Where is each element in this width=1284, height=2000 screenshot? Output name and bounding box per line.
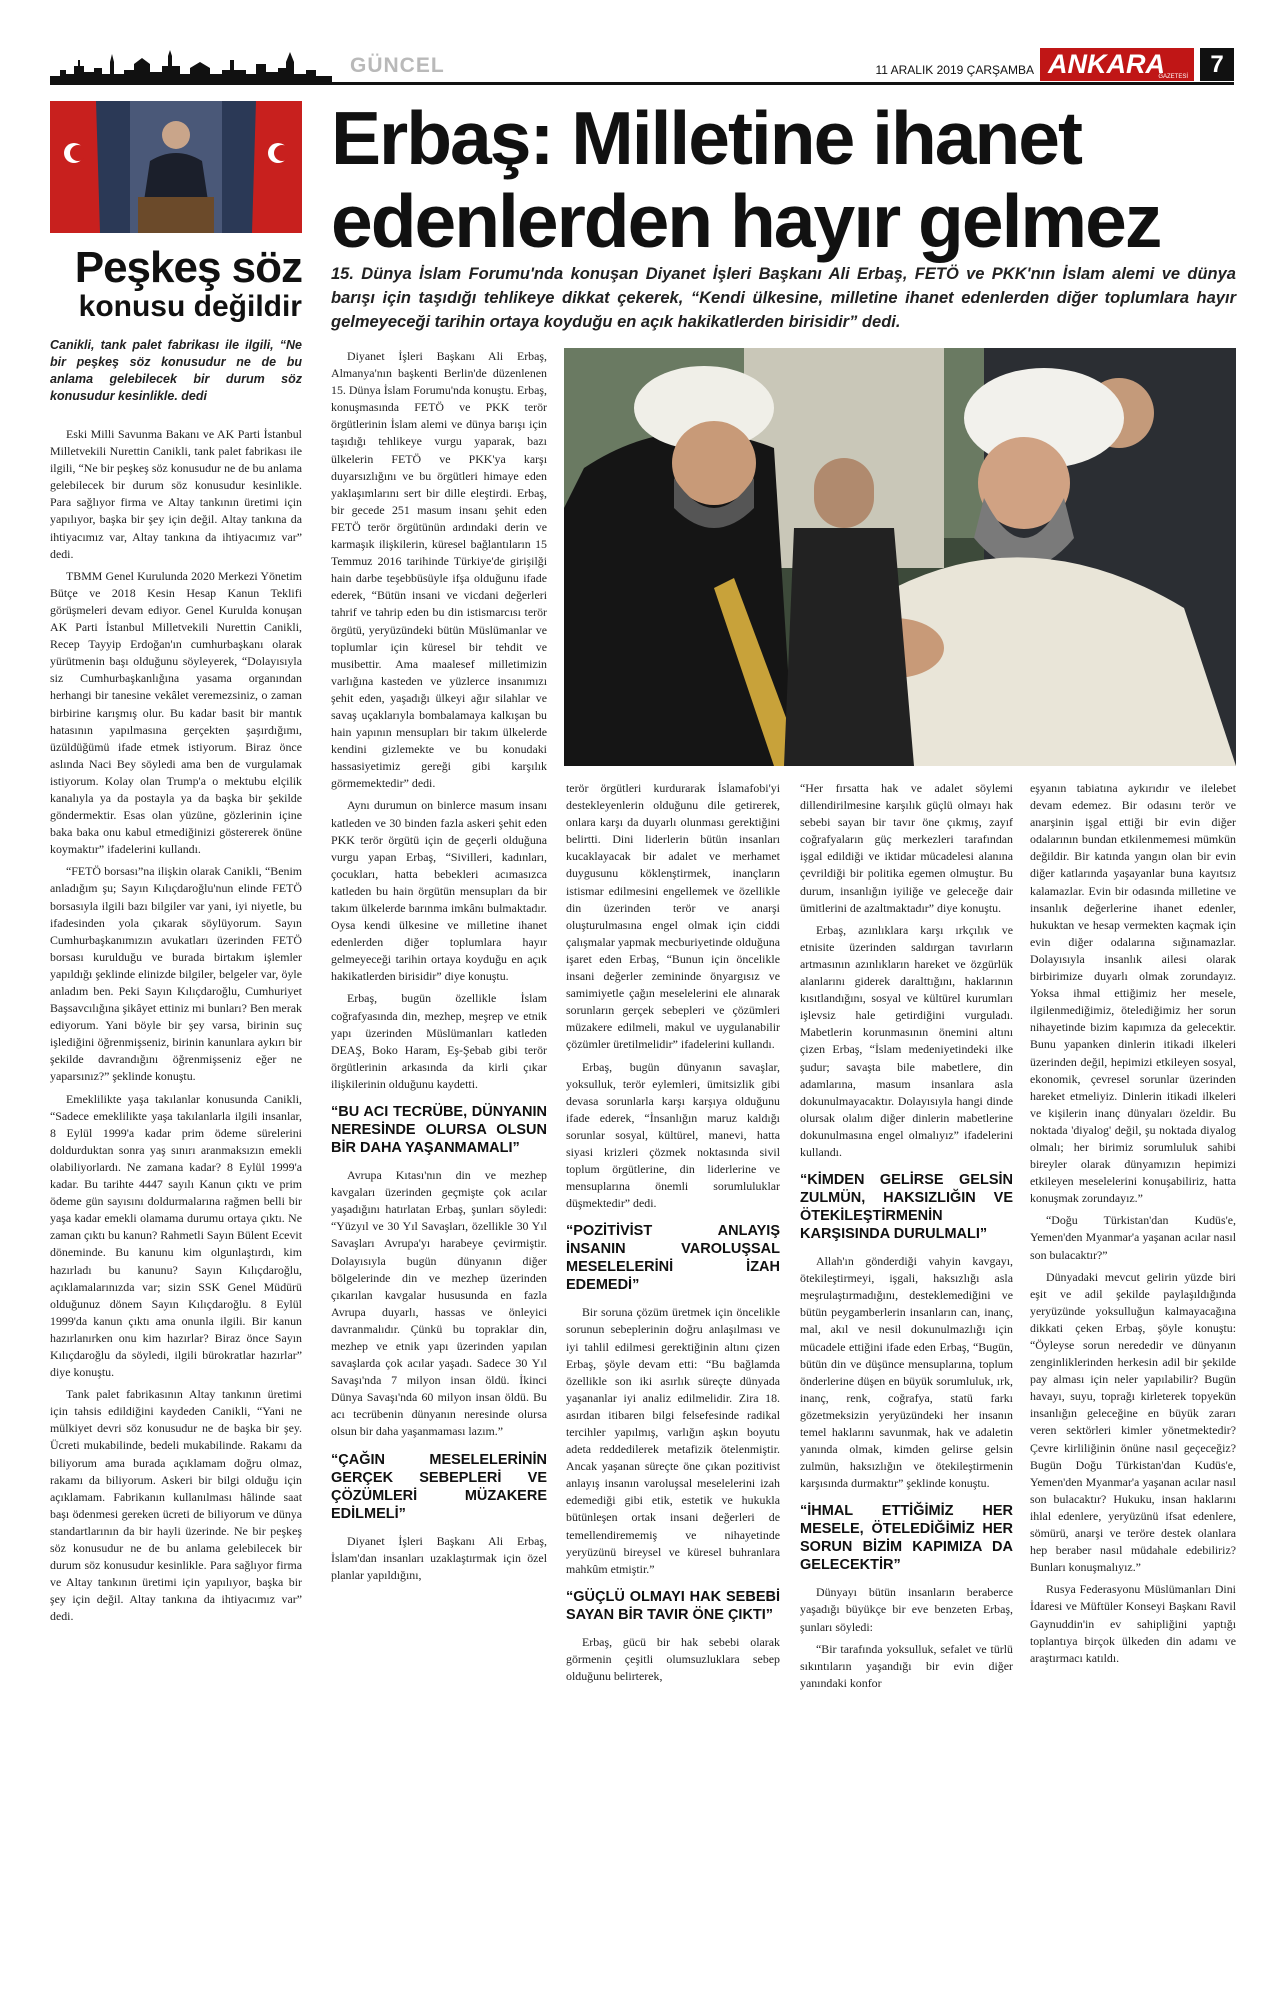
meeting-scene-image <box>564 348 1236 766</box>
article-column-4 <box>1030 780 1236 1667</box>
sidebar-headline <box>50 243 302 323</box>
page-header <box>50 48 1234 86</box>
article-paragraph: Rusya Federasyonu Müslümanları Dini İdaresi ve Müftüler Konseyi Başkanı Ravil Gaynuddin'in ev sahipliğini yaptığı toplantıya birçok ülkeden din adamı ve araştırmacı katıldı. <box>1030 1582 1236 1665</box>
section-label: GÜNCEL <box>350 54 445 77</box>
article-subheading: “GÜÇLÜ OLMAYI HAK SEBEBİ SAYAN BİR TAVIR ÖNE ÇIKTI” <box>566 1588 780 1623</box>
main-headline-line1: Erbaş: Milletine ihanet <box>331 96 1081 180</box>
article-paragraph: Diyanet İşleri Başkanı Ali Erbaş, İslam'dan insanları uzaklaştırmak için özel planlar yapıldığını, <box>331 1533 547 1582</box>
article-column-2 <box>566 780 780 1685</box>
article-paragraph: Avrupa Kıtası'nın din ve mezhep kavgaları üzerinden geçmişte çok acılar yaşadığını hatırlatan Erbaş, şunları söyledi: “Yüzyıl ve 30 Yıl Savaşları, özellikle 30 Yıl Savaşları Avrupa'yı harabeye çevirmiştir. Dolayısıyla bugün dünyanın diğer bölgelerinde din ve mezhep üzerinden çıkarılan kavgalar hususunda en fazla Avrupa duyarlı, hassas ve önleyici davranmalıdır. Çünkü bu topraklar din, mezhep ve etnik yapı üzerinden yapılan savaşlarda çok acılar yaşadı. Sadece 30 Yıl Savaşı'nda 7 milyon insan öldü. İkinci Dünya Savaşı'nda 60 milyon insan öldü. Bu acı tecrübenin dünyanın neresinde olursa olsun bir daha yaşanmaması lazım.” <box>331 1168 547 1439</box>
main-headline <box>331 97 1236 263</box>
issue-date: 11 ARALIK 2019 ÇARŞAMBA <box>875 63 1034 77</box>
article-paragraph: “Doğu Türkistan'dan Kudüs'e, Yemen'den Myanmar'a yaşanan acılar nasıl son bulacaktır?” <box>1030 1213 1236 1262</box>
sidebar-body <box>50 426 302 1625</box>
article-paragraph: “Bir tarafında yoksulluk, sefalet ve türlü sıkıntıların yaşandığı bir evin diğer yanındaki konfor <box>800 1641 1013 1690</box>
article-paragraph: Dünyayı bütün insanların beraberce yaşadığı büyükçe bir eve benzeten Erbaş, şunları söyledi: <box>800 1585 1013 1634</box>
sidebar-lead: Canikli, tank palet fabrikası ile ilgili, “Ne bir peşkeş söz konusudur ne de bu anlama gelebilecek bir durum söz konusudur kesinlikle. dedi <box>50 338 302 403</box>
article-subheading: “POZİTİVİST ANLAYIŞ İNSANIN VAROLUŞSAL MESELELERİNİ İZAH EDEMEDİ” <box>566 1223 780 1294</box>
article-paragraph: Bir soruna çözüm üretmek için öncelikle sorunun sebeplerinin doğru anlaşılması ve iyi tahlil edilmesi gerektiğinin altını çizen Erbaş, şöyle devam etti: “Bu bağlamda özellikle son iki asırlık süreçte dünyada yaşananlar iyi analiz edilmelidir. Zira 18. asırdan itibaren bilgi felsefesinde radikal tercihler yapılmış, varlığın aşkın boyutu adeta reddedilerek metafizik ötelenmiştir. Ancak yaşanan süreçte öne çıkan pozitivist anlayış insanın varoluşsal meselelerini izah edemediği gibi etik, estetik ve hukukla bütünleşen ortak insani değerleri de temellendirememiş ve nihayetinde yeryüzünü bireysel ve küresel buhranlara mahkûm etmiştir.” <box>566 1305 780 1576</box>
main-lead: 15. Dünya İslam Forumu'nda konuşan Diyanet İşleri Başkanı Ali Erbaş, FETÖ ve PKK'nın İslam alemi ve dünya barışı için taşıdığı tehlikeye dikkat çekerek, “Kendi ülkesine, milletine ihanet edenlerden diğer toplumlara hayır gelmeyeceği tarihin ortaya koyduğu en açık hakikatlerden birisidir” dedi. <box>331 265 1236 331</box>
article-paragraph: Allah'ın gönderdiği vahyin kavgayı, ötekileştirmeyi, işgali, haksızlığı asla meşrulaştırmadığını, desteklemediğini ve bütün peygamberlerin insanların can, inanç, mal, akıl ve nesil dokunulmazlığı için mücadele ettiğini ifade eden Erbaş, “Bugün, bütün din ve düşünce mensuplarına, toplum önderlerine düşen en büyük sorumluluk, ırk, inanç, renk, coğrafya, statü farkı gözetmeksizin yeryüzündeki her insanın temel haklarını savunmak, hak ve adaletin yanında olmak, kimden gelirse gelsin zulmün, haksızlığın ve ötekileştirmenin karşısında durmaktır” şeklinde konuştu. <box>800 1254 1013 1491</box>
sidebar-paragraph: “FETÖ borsası”na ilişkin olarak Canikli, “Benim anladığım şu; Sayın Kılıçdaroğlu'nun elinde FETÖ borsasıyla ilgili bazı bilgiler var yani, iyi niyetle, bu ifadesinden yola çıkarak söylüyorum. Sayın Cumhurbaşkanımızın avukatları üzerinden FETÖ borsası kurulduğu ve burada birtakım işlemler yapıldığı şeklinde elinizde bilgiler, belgeler var, öyle anladım ben. Peki Sayın Kılıçdaroğlu, Cumhuriyet Başsavcılığına şikâyet ettiniz mi bunları? Ben merak ediyorum. Yani böyle bir şey varsa, birinin suç işlediğini öğrenmişseniz, birinin kanunlara aykırı bir şekilde davrandığını öğrenmişseniz eğer ne yaparsınız?” şeklinde konuştu. <box>50 864 302 1084</box>
article-paragraph: Erbaş, azınlıklara karşı ırkçılık ve etnisite üzerinden saldırgan tavırların artmasının azınlıkların hareket ve özgürlük alanlarını giderek daralttığını, haklarının kısıtlandığını, sosyal ve kültürel kurumları işlevsiz hale getirdiğini vurguladı. Mabetlerin korunmasının önemini altını çizen Erbaş, “İslam medeniyetindeki ilke şudur; savaşta bile mabetlere, din adamlarına, masum insanlara asla dokunulmayacaktır. Dolayısıyla hangi dinde olursak olalım diğer dinlerin mabetlerine dokunulmasına engel olmalıyız” ifadelerini kullandı. <box>800 922 1013 1159</box>
newspaper-logo <box>1040 48 1194 81</box>
article-subheading: “ÇAĞIN MESELELERİNİN GERÇEK SEBEPLERİ VE ÇÖZÜMLERİ MÜZAKERE EDİLMELİ” <box>331 1451 547 1522</box>
article-paragraph: Erbaş, bugün özellikle İslam coğrafyasında din, mezhep, meşrep ve etnik yapı üzerinden Müslümanları katleden DEAŞ, Boko Haram, Eş-Şebab gibi terör örgütlerinin arkasında da kirli çıkar ilişkilerinin olduğunu kaydetti. <box>331 991 547 1091</box>
article-subheading: “İHMAL ETTİĞİMİZ HER MESELE, ÖTELEDİĞİMİZ HER SORUN BİZİM KAPIMIZA DA GELECEKTİR” <box>800 1503 1013 1574</box>
article-paragraph: eşyanın tabiatına aykırıdır ve ilelebet devam edemez. Bir odasını terör ve anarşinin işgal ettiği bir evin diğer odalarının bundan etkilenmemesi mümkün değildir. Bir katında yangın olan bir evin diğer katlarında yaşayanlar buna kayıtsız kalamazlar. Evin bir odasında milletine ve insanlık değerlerine ihanet edenler, hukuktan ve hesap vermekten kaçmak için evin diğer odalarına sığınamazlar. Dolayısıyla insanlık ailesi olarak birbirimize duyarlı olmak zorundayız. Yoksa ihmal ettiğimiz her mesele, ilgilenmediğimiz, ötelediğimiz her sorun nihayetinde bizim kapımıza da gelecektir. Bunu yapanken dinlerin itikadi ilkeleri üzerinden değil, hepimizi etkileyen sosyal, ekonomik, çevresel sorunlar üzerinden hareket etmeliyiz. Dinlerin itikadi ilkeleri ve kişilerin inanç dünyaları özeldir. Bu noktada 'diyalog' değil, şu noktada diyalog olmalı; her birimiz sorumluluk sahibi bireyler olarak dünyamızın hepimizi etkileyen meselelerini konuşabiliriz, hatta konuşmak zorundayız.” <box>1030 781 1236 1206</box>
article-column-3 <box>800 780 1013 1692</box>
article-paragraph: Erbaş, bugün dünyanın savaşlar, yoksulluk, terör eylemleri, ümitsizlik gibi devasa sorunlarla karşı karşıya olduğunu ifade ederek, “İnsanlığın maruz kaldığı sorunlar sosyal, kültürel, manevi, hatta siyasi krizleri çözmek noktasında sivil toplum örgütlerine, din liderlerine ve mensuplarına önemli sorumluluklar düşmektedir” dedi. <box>566 1059 780 1211</box>
podium-scene-image <box>50 101 302 233</box>
article-column-1 <box>331 348 547 1584</box>
article-paragraph: “Her fırsatta hak ve adalet söylemi dillendirilmesine karşılık güçlü olmayı hak sebebi sayan bir tavır öne çıkmış, zayıf coğrafyaların güç merkezleri tarafından işgal edildiği ve iktidar mücadelesi alanına çevrildiği bir politika egemen olmuştur. Bu durum, insanlığın iyiliğe ve geleceğe dair ümitlerini de azaltmaktadır” diye konuştu. <box>800 781 1013 915</box>
article-subheading: “KİMDEN GELİRSE GELSİN ZULMÜN, HAKSIZLIĞIN VE ÖTEKİLEŞTİRMENİN KARŞISINDA DURULMALI” <box>800 1172 1013 1243</box>
sidebar-paragraph: Emeklilikte yaşa takılanlar konusunda Canikli, “Sadece emeklilikte yaşa takılanlarla ilgili insanlar, 8 Eylül 1999'a kadar prim ödeme sürelerini doldurduktan sonra yaş sınırı aranmaksızın emekli olabiliyorlardı. Ne zamana kadar? 8 Eylül 1999'a kadar. Bu tarihte 4447 sayılı Kanun çıktı ve prim ödeme gün sayısını doldurmalarına rağmen belli bir yaşa kadar emekli olamama durumu ortaya çıktı. Ne zaman çıktı bu kanun? Rahmetli Sayın Bülent Ecevit döneminde. Bu kanunu kim olgunlaştırdı, kim hazırladı bu kanunu? Sayın Kılıçdaroğlu, açıklamalarınızda var; sizin SSK Genel Müdürü olduğunuz dönem Sayın Kılıçdaroğlu. 8 Eylül 1999'da kanun çıktı ama onunla ilgili. Bir kanun hazırlanırken onu kim hazırlar? Biraz önce Sayın Kılıçdaroğlu da söyledi, ilgili bürokratlar hazırlar” diye konuştu. <box>50 1091 302 1380</box>
erbas-photo <box>564 348 1236 766</box>
page-number: 7 <box>1200 48 1234 81</box>
article-paragraph: Aynı durumun on binlerce masum insanı katleden ve 30 binden fazla askeri şehit eden PKK terör örgütü için de geçerli olduğuna vurgu yapan Erbaş, “Sivilleri, kadınları, çocukları, hatta bebekleri acımasızca katleden bu hain örgütün mensupları da bir takım ülkelerde barınma imkânı bulmaktadır. Oysa kendi ülkesine ve milletine ihanet edenlerden diğer toplumlara hayır gelmeyeceği tarihin ortaya koyduğu en açık hakikatlerden birisidir” diye konuştu. <box>331 798 547 984</box>
logo-text: ANKARA <box>1048 49 1165 79</box>
city-skyline-icon <box>50 48 332 84</box>
canikli-photo <box>50 101 302 233</box>
article-paragraph: Dünyadaki mevcut gelirin yüzde biri eşit ve adil şekilde paylaşıldığında yeryüzünde yoksulluğun kalmayacağına dikkati çeken Erbaş, şöyle konuştu: “Öyleyse sorun nerededir ve dünyanın zenginliklerinden herkesin adil bir şekilde pay alması için neler yapılabilir? Bugün havayı, suyu, toprağı kirleterek topyekün insanlığın geleceğine en büyük zararı veren sektörleri kimler yönetmektedir? Çevre kirliliğinin önüne nasıl geçeceğiz? Bugün Doğu Türkistan'dan Kudüs'e, Yemen'den Myanmar'a yaşanan acılar nasıl son bulacaktır? Hukuku, insan haklarını ihlal edenlere, yeryüzünü ifsat edenlere, sömürü, anarşi ve teröre destek olanlara hep beraber nasıl müdahale edebiliriz? Bunları konuşmalıyız.” <box>1030 1269 1236 1575</box>
sidebar-headline-line2: konusu değildir <box>78 290 302 323</box>
logo-subtext: GAZETESİ <box>1158 74 1188 80</box>
header-divider <box>50 82 1234 85</box>
sidebar-paragraph: TBMM Genel Kurulunda 2020 Merkezi Yönetim Bütçe ve 2018 Kesin Hesap Kanun Teklifi görüşmeleri devam ediyor. Genel Kurulda konuşan AK Parti İstanbul Milletvekili Nurettin Canikli, Recep Tayyip Erdoğan'ın cumhurbaşkanı olarak yürütmenin başı olduğunu söyleyerek, “Dolayısıyla siz Cumhurbaşkanlığına yasama organından herhangi bir tanesine vekâlet veremezsiniz, o zaman birbirine karışmış olur. Bu kadar basit bir mantık hatasının yapılmasına gerçekten şaşırdığımı, üzüldüğümü ifade etmek istiyorum. Biraz önce aslında Naci Bey söyledi ama ben de vurgulamak istiyorum. Kolay olan Trump'a o mektubu elçilik kanalıyla ya da postayla ya da başka bir şekilde göndermektir. Esas olan yüzüne, gözlerinin içine baka baka onu kabul etmediğinizi göstererek önüne koymaktır” ifadelerini kullandı. <box>50 568 302 857</box>
sidebar-paragraph: Eski Milli Savunma Bakanı ve AK Parti İstanbul Milletvekili Nurettin Canikli, tank palet fabrikası ile ilgili, “Ne bir peşkeş söz konusudur ne de bu anlama gelebilecek bir durum söz konusudur kesinlikle. Para sağlıyor firma ve Altay tankının üretimi için yapılıyor, başka bir şey için değil. Altay tankına da ihtiyacımız var, Altay tankına da ihtiyacımız var” dedi. <box>50 427 302 561</box>
main-headline-line2: edenlerden hayır gelmez <box>331 179 1161 263</box>
article-subheading: “BU ACI TECRÜBE, DÜNYANIN NERESİNDE OLURSA OLSUN BİR DAHA YAŞANMAMALI” <box>331 1104 547 1157</box>
sidebar-headline-line1: Peşkeş söz <box>74 243 302 292</box>
sidebar-paragraph: Tank palet fabrikasının Altay tankının üretimi için tahsis edildiğini kaydeden Canikli, “Yani ne mülkiyet devri söz konusudur ne de başka bir şey. Ücreti mukabilinde, bedeli mukabilinde. Rakamı da biliyorum ama burada açıklamam doğru olmaz, rakamı da biliyorum. Askeri bir bilgi olduğu için açıklamam. Fabrikanın kullanılması hâlinde saat başı ödenmesi gereken ücreti de biliyorum ve dünya standartlarının da bir hayli üzerinde. Ne bir peşkeş söz konusudur ne de bu anlama gelebilecek bir durum söz konusudur kesinlikle. Para sağlıyor firma ve Altay tankının üretimi için yapılıyor, başka bir şey için değil. Altay tankına da ihtiyacımız var” dedi. <box>50 1387 302 1624</box>
article-paragraph: Erbaş, gücü bir hak sebebi olarak görmenin çeşitli olumsuzluklara sebep olduğunu belirterek, <box>566 1634 780 1684</box>
article-paragraph: terör örgütleri kurdurarak İslamafobi'yi destekleyenlerin olduğunu dile getirerek, onlara karşı da duyarlı olunması gerektiğini belirtti. Dini liderlerin bütün insanları kucaklayacak bir adalet ve merhamet duygusunu köklenştirmek, inançların istismar edilmesini engellemek ve özellikle din üzerinden terör ve anarşi oluşturulmasına engel olmak için ciddi çalışmalar yapmak mecburiyetinde olduğuna işaret eden Erbaş, “Bunun için öncelikle insani değerler zemininde önyargısız ve samimiyetle çağın meselelerini ele alınarak sorunların gerçek sebepleri ve çözümleri müzakere edilmeli, makul ve uygulanabilir çözümler üretilmelidir” ifadelerini kullandı. <box>566 781 780 1052</box>
article-paragraph: Diyanet İşleri Başkanı Ali Erbaş, Almanya'nın başkenti Berlin'de düzenlenen 15. Dünya İslam Forumu'nda konuştu. Erbaş, konuşmasında FETÖ ve PKK terör örgütlerinin İslam alemi ve dünya barışı için taşıdığı tehlikeye vurgu yaparak, bazı ülkelerin FETÖ ve PKK'ya karşı duyarsızlığını ve bu örgütleri himaye eden yaklaşımlarını sert bir dille eleştirdi. Erbaş, bir gecede 251 masum insanı şehit eden FETÖ terör örgütünün ardındaki derin ve karmaşık ilişkilerin, küresel bağlantıların 15 Temmuz 2016 tarihinde Türkiye'de girişilği hain darbe teşebbüsüyle ifşa olduğunu ifade ederek, “Bütün insani ve vicdani değerleri tahrif ve tahrip eden bu din istismarcısı terör örgütü, yeryüzündeki bütün Müslümanlar ve toplumlar için küresel bir tehdit ve musibettir. Ama maalesef milletimizin varlığına kasteden ve yüzlerce insanımızı şehit eden, yaşadığı ülkeyi ağır silahlar ve savaş uçaklarıyla bombalamaya kalkışan bu hain yapının mensupları bir takım ülkelerde kendini gizlemekte ve bu konudaki hassasiyetimiz gereği gibi karşılık görmemektedir” dedi. <box>331 349 547 791</box>
